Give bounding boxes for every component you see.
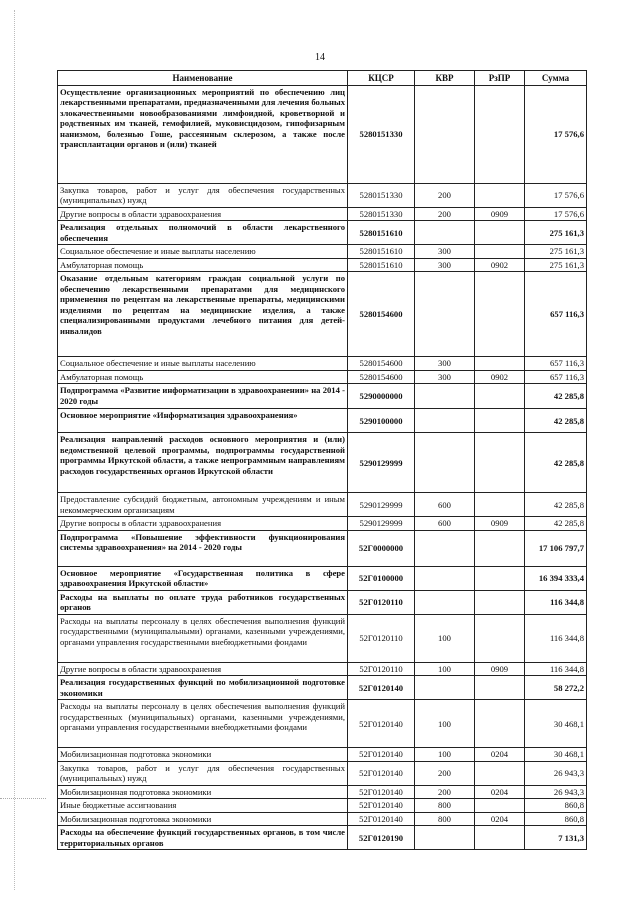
row-kcsr-cell: 5290129999: [348, 433, 415, 493]
row-name-cell: Социальное обеспечение и иные выплаты населению: [58, 245, 348, 258]
row-kvr-cell: 300: [415, 370, 475, 383]
page-left-edge: [14, 10, 16, 890]
row-sum-cell: 860,8: [525, 812, 587, 825]
row-kvr-cell: [415, 409, 475, 433]
row-sum-cell: 17 576,6: [525, 184, 587, 208]
table-row: [58, 566, 587, 590]
row-sum-cell: 42 285,8: [525, 433, 587, 493]
row-name-cell: Подпрограмма «Повышение эффективности функционирования системы здравоохранения» на 2014 - 2020 годы: [58, 530, 348, 566]
row-name-cell: Реализация отдельных полномочий в области лекарственного обеспечения: [58, 221, 348, 245]
row-kcsr-cell: 5280151330: [348, 184, 415, 208]
column-header-kcsr: КЦСР: [348, 71, 415, 86]
row-kcsr-cell: 5280154600: [348, 370, 415, 383]
row-name-cell: Расходы на выплаты персоналу в целях обеспечения выполнения функций государственных (муниципальных) органами, казенными учреждениями, органами управления государственными внебюджетными фондами: [58, 700, 348, 748]
row-name-cell: Расходы на выплаты персоналу в целях обеспечения выполнения функций государственными (муниципальными) органами, казенными учреждениями, органами управления государственными внебюджетными фондами: [58, 614, 348, 662]
row-kvr-cell: 200: [415, 184, 475, 208]
row-rzpr-cell: [475, 700, 525, 748]
row-kcsr-cell: 5280151330: [348, 208, 415, 221]
row-kcsr-cell: 52Г0120140: [348, 785, 415, 798]
row-rzpr-cell: [475, 384, 525, 409]
row-name-cell: Реализация направлений расходов основного мероприятия и (или) ведомственной целевой программы, подпрограммы государственной программы Иркутской области, а также непрограммным направлениям расходов государственных органов Иркутской области: [58, 433, 348, 493]
row-kcsr-cell: 52Г0120140: [348, 748, 415, 761]
row-rzpr-cell: 0204: [475, 812, 525, 825]
row-sum-cell: 7 131,3: [525, 826, 587, 850]
row-kcsr-cell: 52Г0120110: [348, 662, 415, 675]
row-name-cell: Основное мероприятие «Информатизация здравоохранения»: [58, 409, 348, 433]
row-sum-cell: 116 344,8: [525, 614, 587, 662]
table-row: [58, 433, 587, 493]
row-kcsr-cell: 5290100000: [348, 409, 415, 433]
row-kcsr-cell: 5280151610: [348, 258, 415, 271]
row-name-cell: Закупка товаров, работ и услуг для обеспечения государственных (муниципальных) нужд: [58, 761, 348, 785]
row-sum-cell: 42 285,8: [525, 384, 587, 409]
row-kcsr-cell: 5290000000: [348, 384, 415, 409]
row-sum-cell: 657 116,3: [525, 357, 587, 370]
table-row: [58, 590, 587, 614]
table-row: [58, 208, 587, 221]
row-kvr-cell: [415, 221, 475, 245]
row-name-cell: Подпрограмма «Развитие информатизации в здравоохранении» на 2014 - 2020 годы: [58, 384, 348, 409]
row-sum-cell: 275 161,3: [525, 221, 587, 245]
row-rzpr-cell: [475, 799, 525, 812]
row-kvr-cell: 100: [415, 662, 475, 675]
scan-mark: [0, 784, 46, 799]
table-row: [58, 272, 587, 357]
row-sum-cell: 275 161,3: [525, 258, 587, 271]
row-rzpr-cell: 0902: [475, 370, 525, 383]
row-kvr-cell: 300: [415, 245, 475, 258]
row-sum-cell: 42 285,8: [525, 493, 587, 517]
row-kvr-cell: [415, 384, 475, 409]
row-rzpr-cell: [475, 493, 525, 517]
row-rzpr-cell: 0204: [475, 748, 525, 761]
row-name-cell: Расходы на обеспечение функций государственных органов, в том числе территориальных органов: [58, 826, 348, 850]
row-sum-cell: 17 576,6: [525, 208, 587, 221]
row-kvr-cell: [415, 590, 475, 614]
row-kcsr-cell: 52Г0120140: [348, 700, 415, 748]
row-kcsr-cell: 5290129999: [348, 517, 415, 530]
row-kvr-cell: 200: [415, 761, 475, 785]
row-kvr-cell: [415, 272, 475, 357]
table-row: [58, 409, 587, 433]
row-rzpr-cell: [475, 566, 525, 590]
row-kcsr-cell: 5280151610: [348, 221, 415, 245]
budget-table: [57, 70, 587, 850]
row-kvr-cell: 100: [415, 700, 475, 748]
row-rzpr-cell: [475, 272, 525, 357]
row-name-cell: Иные бюджетные ассигнования: [58, 799, 348, 812]
table-row: [58, 826, 587, 850]
row-kvr-cell: [415, 826, 475, 850]
row-name-cell: Осуществление организационных мероприятий по обеспечению лиц лекарственными препаратами, предназначенными для лечения больных злокачественными новообразованиями лимфоидной, кроветворной и родственных им тканей, гемофилией, муковисцидозом, гипофизарным нанизмом, болезнью Гоше, рассеянным склерозом, а также после трансплантации органов и (или) тканей: [58, 86, 348, 184]
table-row: [58, 86, 587, 184]
row-sum-cell: 17 576,6: [525, 86, 587, 184]
row-sum-cell: 26 943,3: [525, 785, 587, 798]
row-kcsr-cell: 52Г0120140: [348, 812, 415, 825]
row-kcsr-cell: 52Г0000000: [348, 530, 415, 566]
row-rzpr-cell: 0204: [475, 785, 525, 798]
table-row: [58, 614, 587, 662]
row-name-cell: Мобилизационная подготовка экономики: [58, 748, 348, 761]
row-kvr-cell: 200: [415, 785, 475, 798]
row-kvr-cell: [415, 530, 475, 566]
row-sum-cell: 58 272,2: [525, 676, 587, 700]
row-rzpr-cell: [475, 245, 525, 258]
row-kcsr-cell: 52Г0120140: [348, 761, 415, 785]
table-row: [58, 662, 587, 675]
row-rzpr-cell: [475, 614, 525, 662]
row-kcsr-cell: 5280151610: [348, 245, 415, 258]
row-kvr-cell: 600: [415, 493, 475, 517]
table-row: [58, 357, 587, 370]
table-row: [58, 785, 587, 798]
row-kcsr-cell: 5280154600: [348, 357, 415, 370]
row-sum-cell: 17 106 797,7: [525, 530, 587, 566]
table-row: [58, 370, 587, 383]
row-rzpr-cell: [475, 761, 525, 785]
table-row: [58, 812, 587, 825]
row-name-cell: Другие вопросы в области здравоохранения: [58, 517, 348, 530]
row-kcsr-cell: 5280151330: [348, 86, 415, 184]
row-name-cell: Реализация государственных функций по мобилизационной подготовке экономики: [58, 676, 348, 700]
row-name-cell: Мобилизационная подготовка экономики: [58, 785, 348, 798]
row-rzpr-cell: [475, 433, 525, 493]
table-row: [58, 384, 587, 409]
row-kcsr-cell: 52Г0120110: [348, 590, 415, 614]
row-sum-cell: 275 161,3: [525, 245, 587, 258]
row-rzpr-cell: 0902: [475, 258, 525, 271]
row-kcsr-cell: 5280154600: [348, 272, 415, 357]
row-name-cell: Мобилизационная подготовка экономики: [58, 812, 348, 825]
row-rzpr-cell: 0909: [475, 208, 525, 221]
row-rzpr-cell: [475, 530, 525, 566]
table-row: [58, 184, 587, 208]
row-rzpr-cell: [475, 826, 525, 850]
row-kcsr-cell: 52Г0120110: [348, 614, 415, 662]
row-name-cell: Амбулаторная помощь: [58, 258, 348, 271]
row-name-cell: Основное мероприятие «Государственная политика в сфере здравоохранения Иркутской области»: [58, 566, 348, 590]
table-row: [58, 245, 587, 258]
row-sum-cell: 30 468,1: [525, 700, 587, 748]
table-row: [58, 676, 587, 700]
row-kcsr-cell: 5290129999: [348, 493, 415, 517]
row-rzpr-cell: 0909: [475, 662, 525, 675]
table-row: [58, 221, 587, 245]
row-name-cell: Другие вопросы в области здравоохранения: [58, 208, 348, 221]
table-header-row: [58, 71, 587, 86]
row-kvr-cell: [415, 86, 475, 184]
row-sum-cell: 116 344,8: [525, 662, 587, 675]
page-number: 14: [315, 52, 325, 63]
row-kcsr-cell: 52Г0120190: [348, 826, 415, 850]
row-kvr-cell: 300: [415, 258, 475, 271]
row-kvr-cell: 600: [415, 517, 475, 530]
row-sum-cell: 42 285,8: [525, 517, 587, 530]
column-header-sum: Сумма: [525, 71, 587, 86]
row-kvr-cell: 100: [415, 614, 475, 662]
row-sum-cell: 657 116,3: [525, 370, 587, 383]
row-rzpr-cell: [475, 676, 525, 700]
row-sum-cell: 860,8: [525, 799, 587, 812]
table-row: [58, 493, 587, 517]
table-row: [58, 799, 587, 812]
row-name-cell: Закупка товаров, работ и услуг для обеспечения государственных (муниципальных) нужд: [58, 184, 348, 208]
row-sum-cell: 30 468,1: [525, 748, 587, 761]
row-rzpr-cell: [475, 221, 525, 245]
table-body: [58, 86, 587, 850]
row-sum-cell: 657 116,3: [525, 272, 587, 357]
column-header-name: Наименование: [58, 71, 348, 86]
row-rzpr-cell: [475, 590, 525, 614]
row-kcsr-cell: 52Г0100000: [348, 566, 415, 590]
table-row: [58, 258, 587, 271]
row-kvr-cell: 200: [415, 208, 475, 221]
row-name-cell: Другие вопросы в области здравоохранения: [58, 662, 348, 675]
row-rzpr-cell: [475, 409, 525, 433]
column-header-rzpr: РзПР: [475, 71, 525, 86]
row-sum-cell: 26 943,3: [525, 761, 587, 785]
row-kvr-cell: 800: [415, 812, 475, 825]
row-name-cell: Оказание отдельным категориям граждан социальной услуги по обеспечению лекарственными препаратами для медицинского применения по рецептам на лекарственные препараты, медицинскими изделиями по рецептам на медицинские изделия, а также специализированными продуктами лечебного питания для детей-инвалидов: [58, 272, 348, 357]
row-name-cell: Амбулаторная помощь: [58, 370, 348, 383]
table-row: [58, 517, 587, 530]
row-name-cell: Расходы на выплаты по оплате труда работников государственных органов: [58, 590, 348, 614]
row-sum-cell: 16 394 333,4: [525, 566, 587, 590]
row-kcsr-cell: 52Г0120140: [348, 676, 415, 700]
row-kvr-cell: [415, 566, 475, 590]
table-row: [58, 761, 587, 785]
row-name-cell: Предоставление субсидий бюджетным, автономным учреждениям и иным некоммерческим организациям: [58, 493, 348, 517]
row-kvr-cell: [415, 676, 475, 700]
row-sum-cell: 42 285,8: [525, 409, 587, 433]
row-sum-cell: 116 344,8: [525, 590, 587, 614]
table-row: [58, 530, 587, 566]
row-rzpr-cell: [475, 357, 525, 370]
row-rzpr-cell: [475, 86, 525, 184]
row-kcsr-cell: 52Г0120140: [348, 799, 415, 812]
row-rzpr-cell: [475, 184, 525, 208]
row-name-cell: Социальное обеспечение и иные выплаты населению: [58, 357, 348, 370]
row-kvr-cell: 300: [415, 357, 475, 370]
table-row: [58, 748, 587, 761]
row-rzpr-cell: 0909: [475, 517, 525, 530]
column-header-kvr: КВР: [415, 71, 475, 86]
row-kvr-cell: [415, 433, 475, 493]
row-kvr-cell: 800: [415, 799, 475, 812]
table-row: [58, 700, 587, 748]
row-kvr-cell: 100: [415, 748, 475, 761]
